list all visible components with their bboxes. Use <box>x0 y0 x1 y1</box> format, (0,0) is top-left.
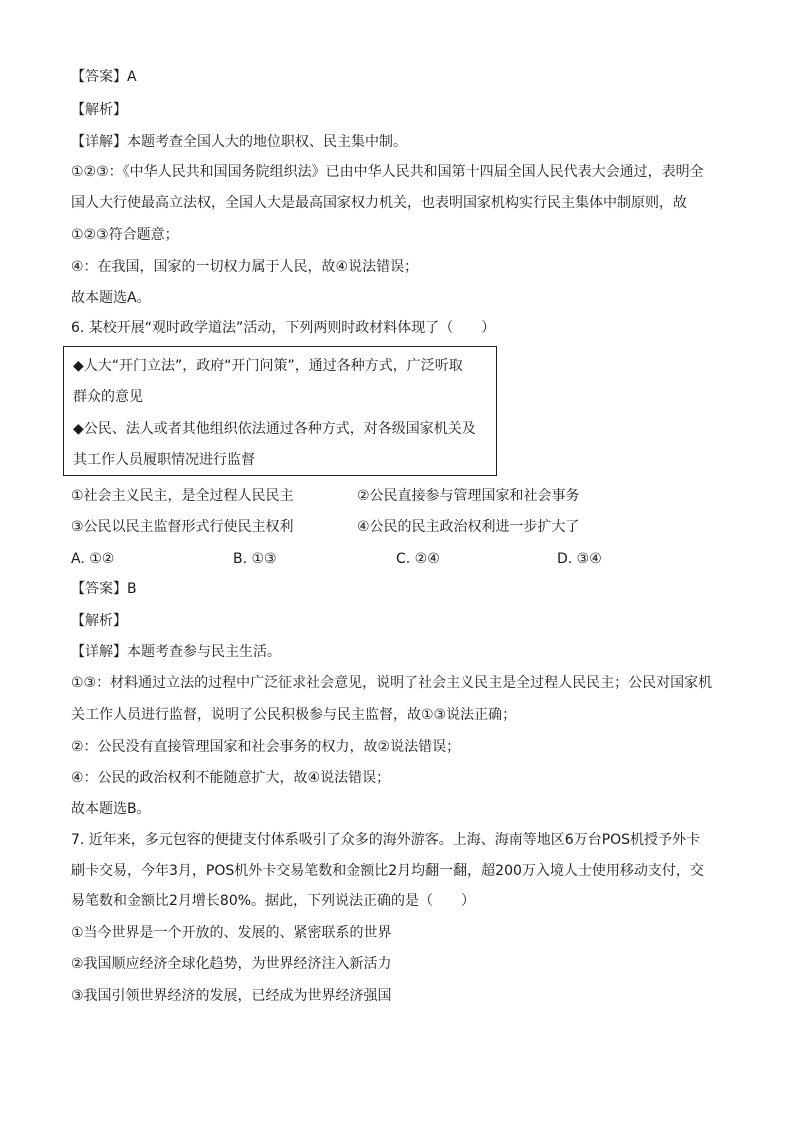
q6-statement-2: ②公民直接参与管理国家和社会事务 <box>357 488 580 504</box>
q6-analysis-heading: 【解析】 <box>71 613 127 629</box>
q5-paragraph-1-line-2: 国人大行使最高立法权，全国人大是最高国家权力机关，也表明国家机构实行民主集体中制原则，故 <box>71 195 687 211</box>
q6-statement-3: ③公民以民主监督形式行使民主权利 <box>71 519 294 535</box>
q6-answer: 【答案】B <box>71 581 137 597</box>
q6-detail: 【详解】本题考查参与民主生活。 <box>71 644 281 660</box>
q5-conclusion: 故本题选A。 <box>71 290 151 306</box>
q6-material-line-4: 其工作人员履职情况进行监督 <box>73 452 255 468</box>
q7-stem-line-1: 7. 近年来，多元包容的便捷支付体系吸引了众多的海外游客。上海、海南等地区6万台POS机授予外卡 <box>71 832 701 848</box>
q6-material-box <box>63 346 497 476</box>
q6-option-b: B. ①③ <box>233 551 277 567</box>
q6-conclusion: 故本题选B。 <box>71 801 151 817</box>
q5-answer: 【答案】A <box>71 69 137 85</box>
q5-paragraph-1-line-1: ①②③：《中华人民共和国国务院组织法》已由中华人民共和国第十四届全国人民代表大会通过，表明全 <box>71 164 704 180</box>
q6-statement-1: ①社会主义民主，是全过程人民民主 <box>71 488 294 504</box>
q6-statement-4: ④公民的民主政治权利进一步扩大了 <box>357 519 580 535</box>
q5-paragraph-1-line-3: ①②③符合题意； <box>71 227 179 243</box>
q5-detail: 【详解】本题考查全国人大的地位职权、民主集中制。 <box>71 134 407 150</box>
q6-material-line-2: 群众的意见 <box>73 389 143 405</box>
q6-paragraph-2: ②：公民没有直接管理国家和社会事务的权力，故②说法错误； <box>71 739 461 755</box>
q6-paragraph-1-line-1: ①③：材料通过立法的过程中广泛征求社会意见，说明了社会主义民主是全过程人民民主；公民对国家机 <box>71 675 713 691</box>
q5-analysis-heading: 【解析】 <box>71 102 127 118</box>
q5-paragraph-2: ④：在我国，国家的一切权力属于人民，故④说法错误； <box>71 259 419 275</box>
q6-option-d: D. ③④ <box>557 551 602 567</box>
q6-material-line-3: ◆公民、法人或者其他组织依法通过各种方式，对各级国家机关及 <box>73 421 476 437</box>
q7-statement-1: ①当今世界是一个开放的、发展的、紧密联系的世界 <box>71 925 392 941</box>
q7-stem-line-2: 刷卡交易，今年3月，POS机外卡交易笔数和金额比2月均翻一翻，超200万入境人士使用移动支付，交 <box>71 863 704 879</box>
q7-stem-line-3: 易笔数和金额比2月增长80%。据此，下列说法正确的是（ ） <box>71 893 476 909</box>
q6-material-line-1: ◆人大“开门立法”，政府“开门问策”，通过各种方式，广泛听取 <box>73 358 463 374</box>
q6-paragraph-1-line-2: 关工作人员进行监督，说明了公民积极参与民主监督，故①③说法正确； <box>71 707 517 723</box>
q7-statement-3: ③我国引领世界经济的发展，已经成为世界经济强国 <box>71 988 392 1004</box>
q7-statement-2: ②我国顺应经济全球化趋势，为世界经济注入新活力 <box>71 956 392 972</box>
q6-paragraph-3: ④：公民的政治权利不能随意扩大，故④说法错误； <box>71 770 391 786</box>
q6-stem: 6. 某校开展“观时政学道法”活动，下列两则时政材料体现了（ ） <box>71 320 496 336</box>
q6-option-c: C. ②④ <box>396 551 440 567</box>
q6-option-a: A. ①② <box>71 551 115 567</box>
